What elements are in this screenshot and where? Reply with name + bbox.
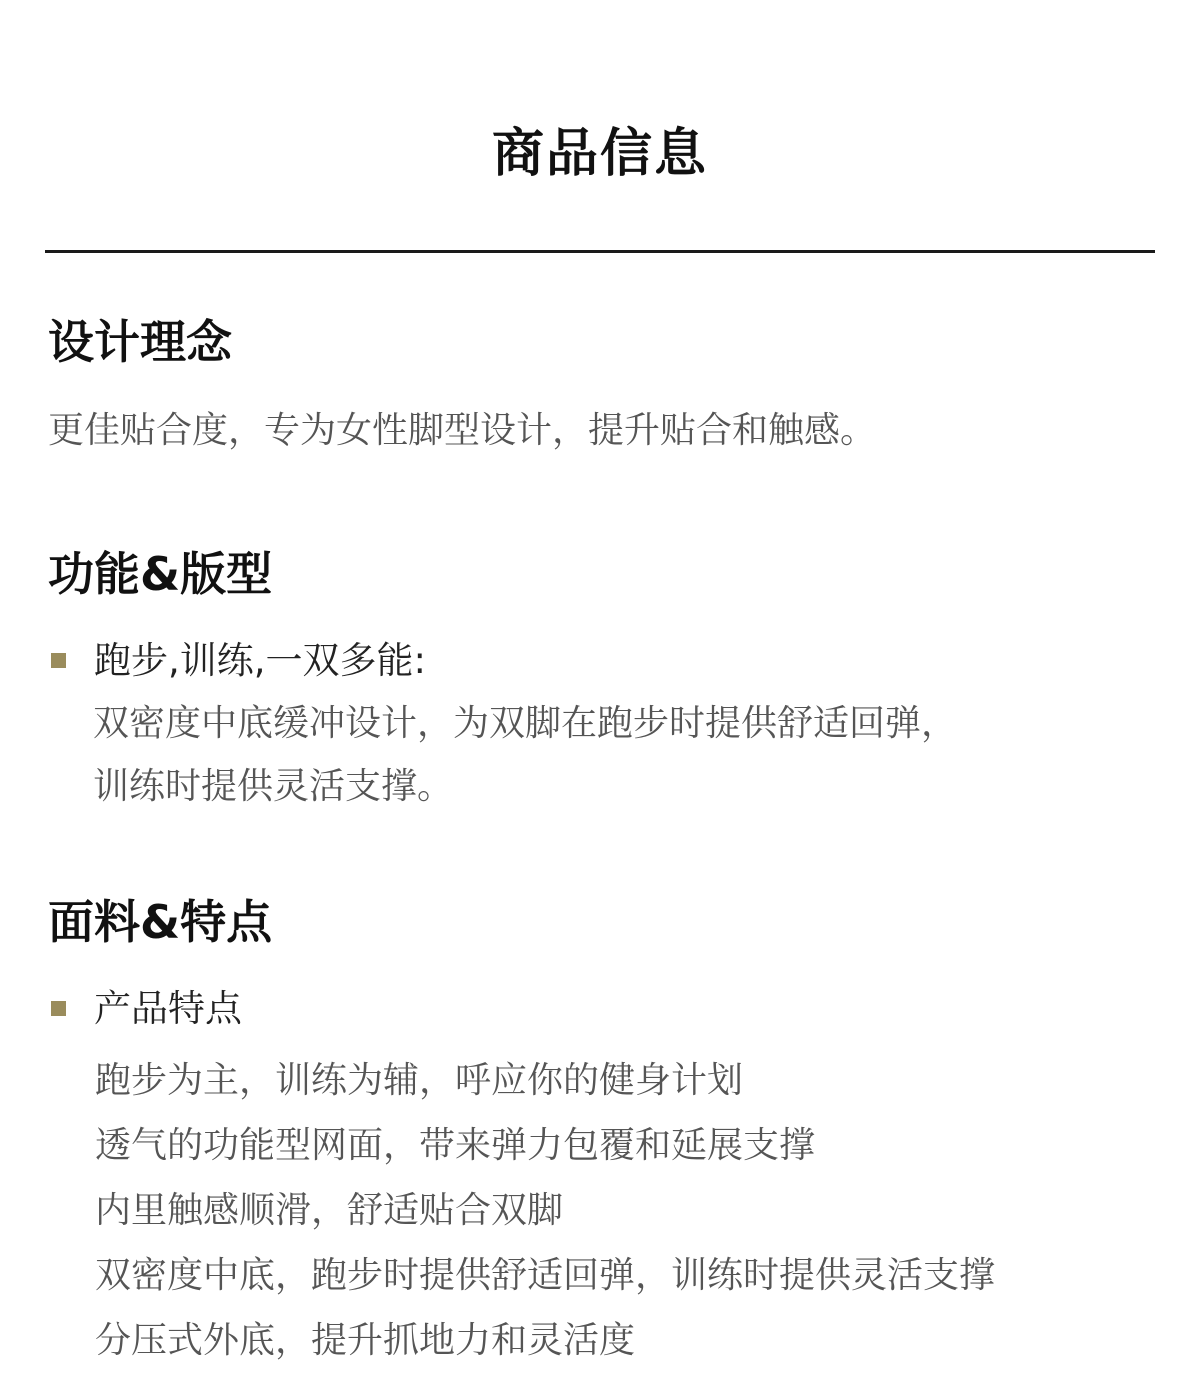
design-heading: 设计理念 <box>48 315 232 369</box>
design-text: 更佳贴合度，专为女性脚型设计，提升贴合和触感。 <box>48 410 877 451</box>
material-features-bullet-text: 产品特点 <box>94 987 242 1030</box>
feature-line: 双密度中底，跑步时提供舒适回弹，训练时提供灵活支撑 <box>95 1255 996 1296</box>
function-fit-line: 双密度中底缓冲设计，为双脚在跑步时提供舒适回弹， <box>93 703 958 744</box>
page-title: 商品信息 <box>491 124 708 184</box>
bullet-square-icon <box>51 1001 66 1016</box>
bullet-square-icon <box>51 653 66 668</box>
feature-line: 透气的功能型网面，带来弹力包覆和延展支撑 <box>95 1125 816 1166</box>
feature-line: 分压式外底，提升抓地力和灵活度 <box>95 1320 636 1361</box>
function-fit-bullet-text: 跑步,训练,一双多能: <box>94 639 426 682</box>
feature-line: 内里触感顺滑，舒适贴合双脚 <box>95 1190 564 1231</box>
material-features-heading: 面料&特点 <box>48 895 273 949</box>
function-fit-line: 训练时提供灵活支撑。 <box>93 766 454 807</box>
feature-line: 跑步为主，训练为辅，呼应你的健身计划 <box>95 1060 744 1101</box>
function-fit-heading: 功能&版型 <box>48 547 273 601</box>
title-divider <box>45 250 1155 253</box>
